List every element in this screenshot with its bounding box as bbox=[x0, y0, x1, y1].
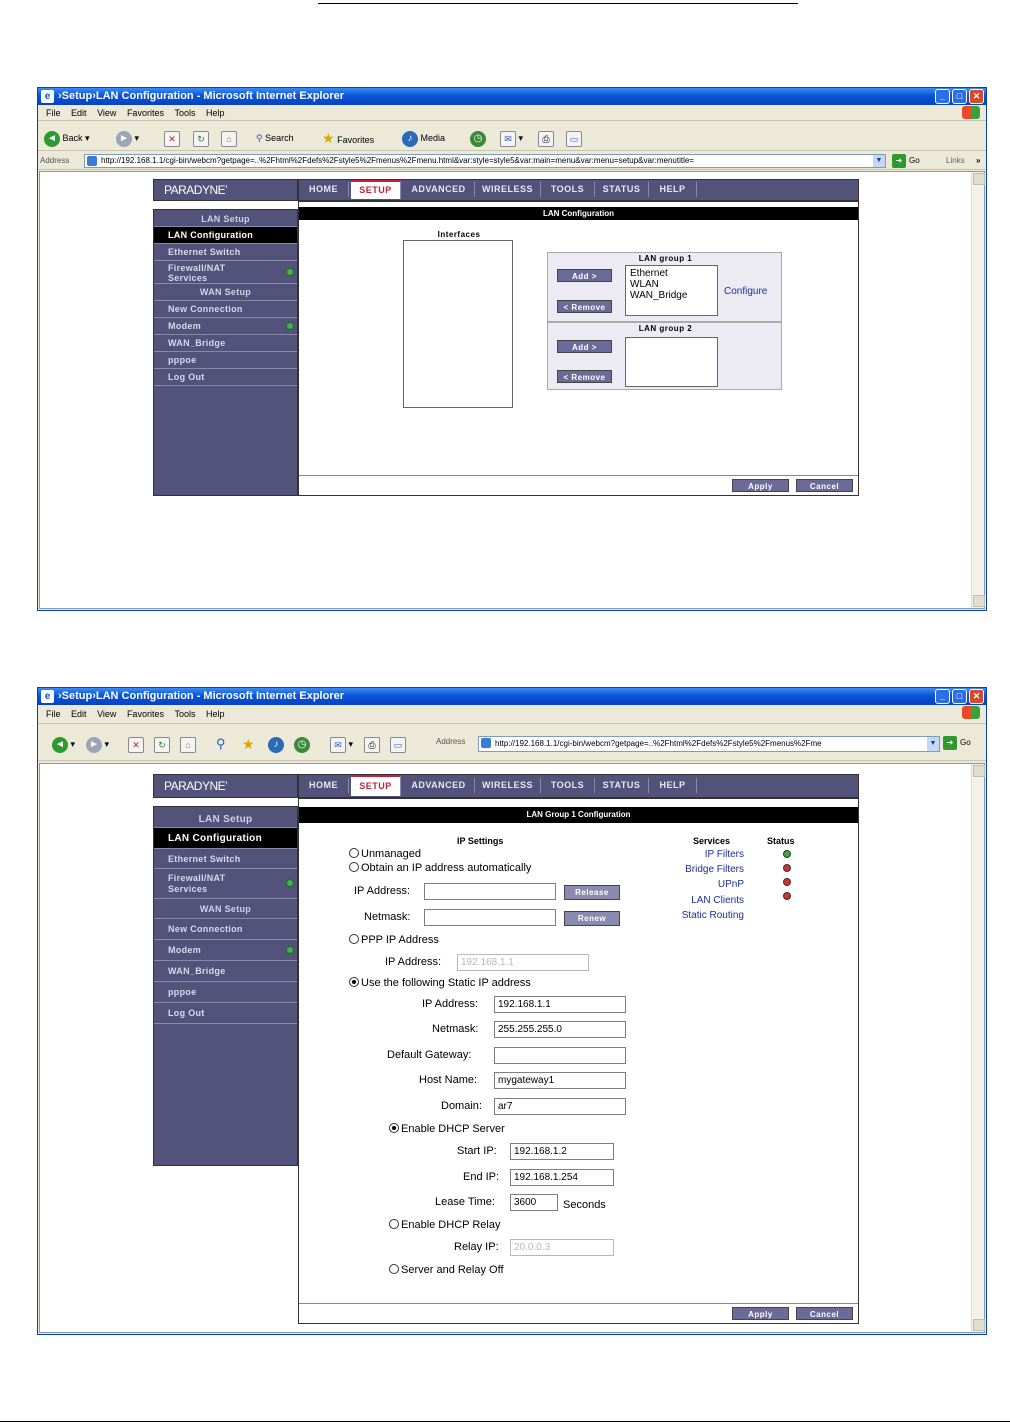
radio-icon[interactable] bbox=[349, 862, 359, 872]
relay-ip-label: Relay IP: bbox=[454, 1241, 499, 1253]
sidebar-item-firewall-nat[interactable] bbox=[154, 869, 297, 899]
ppp-ip-address-label: IP Address: bbox=[385, 956, 442, 968]
search-icon: ⚲ bbox=[256, 133, 263, 143]
sidebar-item-lan-configuration[interactable]: LAN Configuration bbox=[154, 227, 297, 244]
enable-dhcp-server-label: Enable DHCP Server bbox=[401, 1123, 505, 1135]
menu-tools[interactable]: Tools bbox=[174, 108, 196, 118]
nav-home[interactable]: HOME bbox=[299, 778, 349, 793]
default-gateway-input[interactable] bbox=[494, 1047, 626, 1064]
content-footer bbox=[299, 475, 858, 495]
domain-label: Domain: bbox=[441, 1100, 482, 1112]
vertical-scrollbar[interactable] bbox=[971, 764, 984, 1332]
forward-arrow-icon: ► bbox=[86, 737, 102, 753]
chevron-down-icon[interactable]: ▼ bbox=[873, 155, 885, 167]
ie-icon: e bbox=[41, 90, 54, 103]
apply-button[interactable]: Apply bbox=[732, 479, 789, 492]
media-button[interactable] bbox=[268, 735, 284, 753]
forward-button[interactable]: ► ▾ bbox=[86, 735, 109, 753]
dhcp-netmask-input[interactable] bbox=[424, 909, 556, 926]
menu-edit[interactable]: Edit bbox=[71, 108, 87, 118]
status-dot-icon bbox=[783, 892, 791, 900]
service-upnp-link[interactable]: UPnP bbox=[717, 879, 744, 890]
unmanaged-option[interactable] bbox=[349, 848, 421, 860]
go-button[interactable] bbox=[943, 736, 971, 750]
menu-help[interactable]: Help bbox=[206, 709, 225, 719]
go-label: Go bbox=[909, 156, 920, 165]
paradyne-logo: PARADYNE’ bbox=[153, 774, 298, 798]
menu-file[interactable]: File bbox=[46, 108, 61, 118]
status-dot-icon bbox=[783, 850, 791, 858]
browser-window-1 bbox=[37, 87, 987, 611]
start-ip-input[interactable]: 192.168.1.2 bbox=[510, 1143, 614, 1160]
menu-favorites[interactable]: Favorites bbox=[126, 709, 164, 719]
server-relay-off-label: Server and Relay Off bbox=[401, 1264, 504, 1276]
nav-setup[interactable]: SETUP bbox=[351, 180, 401, 199]
stop-button[interactable] bbox=[164, 129, 180, 147]
section-header: LAN Configuration bbox=[299, 207, 858, 220]
sidebar-item-label: Firewall/NAT Services bbox=[168, 263, 226, 283]
radio-icon[interactable] bbox=[389, 1264, 399, 1274]
windows-logo-icon bbox=[962, 106, 980, 119]
lan-group-2-list[interactable] bbox=[625, 337, 718, 387]
radio-icon[interactable] bbox=[349, 848, 359, 858]
history-button[interactable] bbox=[470, 129, 486, 147]
services-label: Services bbox=[693, 836, 731, 846]
go-label: Go bbox=[960, 738, 971, 747]
stop-button[interactable] bbox=[128, 735, 144, 753]
release-button[interactable]: Release bbox=[564, 885, 620, 900]
section-header: LAN Group 1 Configuration bbox=[299, 807, 858, 823]
toolbar bbox=[38, 125, 986, 151]
page-viewport bbox=[39, 171, 985, 609]
sidebar-item-modem[interactable] bbox=[154, 318, 297, 335]
minimize-button[interactable]: _ bbox=[935, 89, 950, 104]
back-arrow-icon: ◄ bbox=[52, 737, 68, 753]
sidebar-item-firewall-nat[interactable] bbox=[154, 261, 297, 284]
service-static-routing-link[interactable]: Static Routing bbox=[681, 910, 744, 921]
ppp-ip-address-input: 192.168.1.1 bbox=[457, 954, 589, 971]
home-icon: ⌂ bbox=[180, 737, 196, 753]
lan-group-1-label: LAN group 1 bbox=[638, 254, 693, 263]
go-arrow-icon: ➜ bbox=[943, 736, 957, 750]
back-arrow-icon: ◄ bbox=[44, 131, 60, 147]
sidebar-header-lan-setup: LAN Setup bbox=[154, 811, 297, 828]
configure-link[interactable]: Configure bbox=[724, 286, 768, 297]
vertical-scrollbar[interactable] bbox=[971, 172, 984, 608]
end-ip-input[interactable]: 192.168.1.254 bbox=[510, 1169, 614, 1186]
top-rule bbox=[318, 3, 798, 4]
forward-button[interactable]: ► ▾ bbox=[116, 129, 139, 147]
address-value: http://192.168.1.1/cgi-bin/webcm?getpage=..%2Fhtml%2Fdefs%2Fstyle5%2Fmenus%2Fmenu.html&var:style=style5&var:main=menu&var:menu=setup&var:menutitle= bbox=[101, 156, 694, 165]
static-ip-address-label: IP Address: bbox=[422, 998, 479, 1010]
sidebar-item-label: Modem bbox=[168, 321, 201, 331]
nav-home[interactable]: HOME bbox=[299, 182, 349, 197]
cancel-button[interactable]: Cancel bbox=[796, 479, 853, 492]
status-dot-icon bbox=[286, 322, 294, 330]
go-arrow-icon: ➜ bbox=[892, 154, 906, 168]
page-viewport bbox=[39, 763, 985, 1333]
menu-help[interactable]: Help bbox=[206, 108, 225, 118]
static-ip-option[interactable] bbox=[349, 977, 531, 989]
mail-icon: ✉ bbox=[500, 131, 516, 147]
paradyne-logo: PARADYNE’ bbox=[153, 179, 298, 201]
enable-dhcp-relay-option[interactable] bbox=[389, 1219, 500, 1231]
windows-logo-icon bbox=[962, 706, 980, 719]
add-button-group-2[interactable]: Add > bbox=[557, 340, 612, 353]
mail-button[interactable]: ✉ ▾ bbox=[500, 129, 523, 147]
obtain-auto-label: Obtain an IP address automatically bbox=[361, 862, 532, 874]
favorites-button[interactable] bbox=[242, 735, 255, 753]
search-label: Search bbox=[265, 133, 294, 143]
page-icon bbox=[481, 738, 491, 748]
service-lan-clients-link[interactable]: LAN Clients bbox=[691, 895, 744, 906]
address-input[interactable] bbox=[84, 154, 886, 168]
print-button[interactable] bbox=[538, 129, 554, 147]
menu-favorites[interactable]: Favorites bbox=[126, 108, 164, 118]
maximize-button[interactable]: □ bbox=[952, 89, 967, 104]
star-icon: ★ bbox=[322, 130, 335, 146]
links-chevron-icon[interactable]: » bbox=[976, 156, 981, 165]
title-bar[interactable] bbox=[38, 88, 986, 105]
window-title: ›Setup›LAN Configuration - Microsoft Internet Explorer bbox=[58, 690, 344, 702]
menu-bar bbox=[38, 105, 986, 121]
browser-window-2 bbox=[37, 687, 987, 1335]
back-button[interactable]: ◄ Back ▾ bbox=[44, 129, 90, 147]
content-footer bbox=[299, 1303, 858, 1323]
home-button[interactable] bbox=[221, 129, 237, 147]
stop-icon: ✕ bbox=[128, 737, 144, 753]
address-bar bbox=[38, 152, 986, 170]
search-button[interactable] bbox=[216, 735, 226, 753]
sidebar-item-lan-configuration[interactable]: LAN Configuration bbox=[154, 828, 297, 849]
lease-time-input[interactable]: 3600 bbox=[510, 1194, 558, 1211]
radio-selected-icon[interactable] bbox=[389, 1123, 399, 1133]
search-button[interactable] bbox=[256, 129, 294, 147]
nav-bar bbox=[298, 179, 859, 201]
menu-view[interactable]: View bbox=[97, 709, 117, 719]
print-icon: ⎙ bbox=[364, 737, 380, 753]
sidebar-item-new-connection[interactable]: New Connection bbox=[154, 301, 297, 318]
static-netmask-input[interactable]: 255.255.255.0 bbox=[494, 1021, 626, 1038]
home-button[interactable] bbox=[180, 735, 196, 753]
back-button[interactable]: ◄ ▾ bbox=[52, 735, 75, 753]
nav-status[interactable]: STATUS bbox=[595, 778, 649, 793]
go-button[interactable] bbox=[892, 154, 920, 168]
search-icon: ⚲ bbox=[216, 736, 226, 751]
service-ip-filters-link[interactable]: IP Filters bbox=[704, 849, 744, 860]
address-value: http://192.168.1.1/cgi-bin/webcm?getpage=..%2Fhtml%2Fdefs%2Fstyle5%2Fmenus%2Fme bbox=[495, 739, 822, 748]
home-icon: ⌂ bbox=[221, 131, 237, 147]
address-label: Address bbox=[436, 737, 466, 746]
obtain-auto-option[interactable] bbox=[349, 862, 531, 874]
edit-button[interactable] bbox=[566, 129, 582, 147]
nav-tools[interactable]: TOOLS bbox=[541, 778, 595, 793]
mail-button[interactable]: ✉ ▾ bbox=[330, 735, 353, 753]
enable-dhcp-server-option[interactable] bbox=[389, 1123, 505, 1135]
edit-button[interactable] bbox=[390, 735, 406, 753]
interfaces-list[interactable] bbox=[403, 240, 513, 408]
static-ip-label: Use the following Static IP address bbox=[361, 977, 531, 989]
sidebar-item-pppoe[interactable]: pppoe bbox=[154, 352, 297, 369]
chevron-down-icon[interactable]: ▼ bbox=[927, 737, 939, 751]
favorites-label: Favorites bbox=[337, 135, 375, 145]
history-button[interactable] bbox=[294, 735, 310, 753]
menu-edit[interactable]: Edit bbox=[71, 709, 87, 719]
sidebar-item-label: Firewall/NAT Services bbox=[168, 873, 226, 894]
host-name-label: Host Name: bbox=[419, 1074, 478, 1086]
lease-time-label: Lease Time: bbox=[435, 1196, 495, 1208]
sidebar bbox=[153, 806, 298, 1166]
ie-icon: e bbox=[41, 690, 54, 703]
stop-icon: ✕ bbox=[164, 131, 180, 147]
back-label: Back bbox=[62, 133, 83, 143]
sidebar-item-new-connection[interactable]: New Connection bbox=[154, 919, 297, 940]
nav-setup[interactable]: SETUP bbox=[351, 775, 401, 796]
print-icon: ⎙ bbox=[538, 131, 554, 147]
nav-help[interactable]: HELP bbox=[649, 778, 697, 793]
refresh-button[interactable] bbox=[193, 129, 209, 147]
history-icon: ◷ bbox=[294, 737, 310, 753]
nav-bar bbox=[298, 774, 859, 798]
content-panel bbox=[298, 201, 859, 496]
sidebar-item-label: Modem bbox=[168, 945, 201, 955]
ppp-ip-label: PPP IP Address bbox=[361, 934, 439, 946]
forward-arrow-icon: ► bbox=[116, 131, 132, 147]
title-bar[interactable] bbox=[38, 688, 986, 705]
menu-file[interactable]: File bbox=[46, 709, 61, 719]
refresh-button[interactable] bbox=[154, 735, 170, 753]
radio-icon[interactable] bbox=[389, 1219, 399, 1229]
nav-help[interactable]: HELP bbox=[649, 182, 697, 197]
sidebar-item-ethernet-switch[interactable]: Ethernet Switch bbox=[154, 849, 297, 869]
remove-button-group-2[interactable]: < Remove bbox=[557, 370, 612, 383]
media-icon: ♪ bbox=[402, 131, 418, 147]
remove-button-group-1[interactable]: < Remove bbox=[557, 300, 612, 313]
ppp-ip-option[interactable] bbox=[349, 934, 439, 946]
static-ip-address-input[interactable]: 192.168.1.1 bbox=[494, 996, 626, 1013]
nav-tools[interactable]: TOOLS bbox=[541, 182, 595, 197]
sidebar-item-modem[interactable] bbox=[154, 940, 297, 961]
default-gateway-label: Default Gateway: bbox=[387, 1049, 472, 1061]
status-dot-icon bbox=[286, 268, 294, 276]
relay-ip-input: 20.0.0.3 bbox=[510, 1239, 614, 1256]
toolbar bbox=[38, 727, 986, 761]
menu-bar bbox=[38, 705, 986, 724]
domain-input[interactable]: ar7 bbox=[494, 1098, 626, 1115]
close-button[interactable]: ✕ bbox=[969, 689, 984, 704]
media-icon: ♪ bbox=[268, 737, 284, 753]
sidebar-item-wan-bridge[interactable]: WAN_Bridge bbox=[154, 335, 297, 352]
status-label: Status bbox=[767, 836, 795, 846]
list-item[interactable]: WLAN bbox=[630, 279, 659, 290]
lan-group-2-label: LAN group 2 bbox=[638, 324, 693, 333]
sidebar-item-ethernet-switch[interactable]: Ethernet Switch bbox=[154, 244, 297, 261]
refresh-icon: ↻ bbox=[193, 131, 209, 147]
netmask-label: Netmask: bbox=[364, 911, 411, 923]
nav-wireless[interactable]: WIRELESS bbox=[475, 182, 541, 197]
refresh-icon: ↻ bbox=[154, 737, 170, 753]
ip-address-label: IP Address: bbox=[354, 885, 411, 897]
edit-icon: ▭ bbox=[390, 737, 406, 753]
seconds-label: Seconds bbox=[563, 1199, 606, 1211]
media-label: Media bbox=[420, 133, 446, 143]
minimize-button[interactable]: _ bbox=[935, 689, 950, 704]
sidebar-item-wan-bridge[interactable]: WAN_Bridge bbox=[154, 961, 297, 982]
menu-tools[interactable]: Tools bbox=[174, 709, 196, 719]
nav-advanced[interactable]: ADVANCED bbox=[403, 182, 475, 197]
edit-icon: ▭ bbox=[566, 131, 582, 147]
address-label: Address bbox=[40, 156, 70, 165]
nav-advanced[interactable]: ADVANCED bbox=[403, 778, 475, 793]
nav-status[interactable]: STATUS bbox=[595, 182, 649, 197]
radio-icon[interactable] bbox=[349, 934, 359, 944]
host-name-input[interactable]: mygateway1 bbox=[494, 1072, 626, 1089]
add-button-group-1[interactable]: Add > bbox=[557, 269, 612, 282]
enable-dhcp-relay-label: Enable DHCP Relay bbox=[401, 1219, 501, 1231]
static-netmask-label: Netmask: bbox=[432, 1023, 479, 1035]
cancel-button[interactable]: Cancel bbox=[796, 1307, 853, 1320]
sidebar-item-log-out[interactable]: Log Out bbox=[154, 1003, 297, 1024]
sidebar-item-log-out[interactable]: Log Out bbox=[154, 369, 297, 386]
maximize-button[interactable]: □ bbox=[952, 689, 967, 704]
address-input[interactable] bbox=[478, 736, 940, 752]
history-icon: ◷ bbox=[470, 131, 486, 147]
window-title: ›Setup›LAN Configuration - Microsoft Internet Explorer bbox=[58, 90, 344, 102]
status-dot-icon bbox=[783, 864, 791, 872]
service-bridge-filters-link[interactable]: Bridge Filters bbox=[685, 864, 744, 875]
star-icon: ★ bbox=[242, 736, 255, 752]
dhcp-ip-address-input[interactable] bbox=[424, 883, 556, 900]
links-button[interactable]: Links bbox=[946, 156, 965, 165]
list-item[interactable]: Ethernet bbox=[630, 268, 668, 279]
lan-group-1 bbox=[547, 252, 782, 322]
ip-settings-label: IP Settings bbox=[457, 836, 504, 846]
content-panel bbox=[298, 798, 859, 1324]
end-ip-label: End IP: bbox=[463, 1171, 500, 1183]
sidebar-header-wan-setup: WAN Setup bbox=[154, 899, 297, 919]
mail-icon: ✉ bbox=[330, 737, 346, 753]
renew-button[interactable]: Renew bbox=[564, 911, 620, 926]
sidebar bbox=[153, 209, 298, 496]
lan-group-1-list[interactable] bbox=[625, 265, 718, 316]
nav-wireless[interactable]: WIRELESS bbox=[475, 778, 541, 793]
interfaces-label: Interfaces bbox=[437, 230, 481, 239]
radio-selected-icon[interactable] bbox=[349, 977, 359, 987]
close-button[interactable]: ✕ bbox=[969, 89, 984, 104]
bottom-rule bbox=[0, 1421, 1010, 1422]
sidebar-header-lan-setup: LAN Setup bbox=[154, 212, 297, 227]
start-ip-label: Start IP: bbox=[457, 1145, 497, 1157]
server-relay-off-option[interactable] bbox=[389, 1264, 504, 1276]
list-item[interactable]: WAN_Bridge bbox=[630, 290, 688, 301]
unmanaged-label: Unmanaged bbox=[361, 848, 421, 860]
status-dot-icon bbox=[286, 946, 294, 954]
sidebar-item-pppoe[interactable]: pppoe bbox=[154, 982, 297, 1003]
lan-group-2 bbox=[547, 322, 782, 390]
apply-button[interactable]: Apply bbox=[732, 1307, 789, 1320]
status-dot-icon bbox=[286, 879, 294, 887]
sidebar-header-wan-setup: WAN Setup bbox=[154, 284, 297, 301]
page-icon bbox=[87, 156, 97, 166]
status-dot-icon bbox=[783, 878, 791, 886]
print-button[interactable] bbox=[364, 735, 380, 753]
favorites-button[interactable] bbox=[322, 129, 374, 147]
media-button[interactable] bbox=[402, 129, 445, 147]
menu-view[interactable]: View bbox=[97, 108, 117, 118]
